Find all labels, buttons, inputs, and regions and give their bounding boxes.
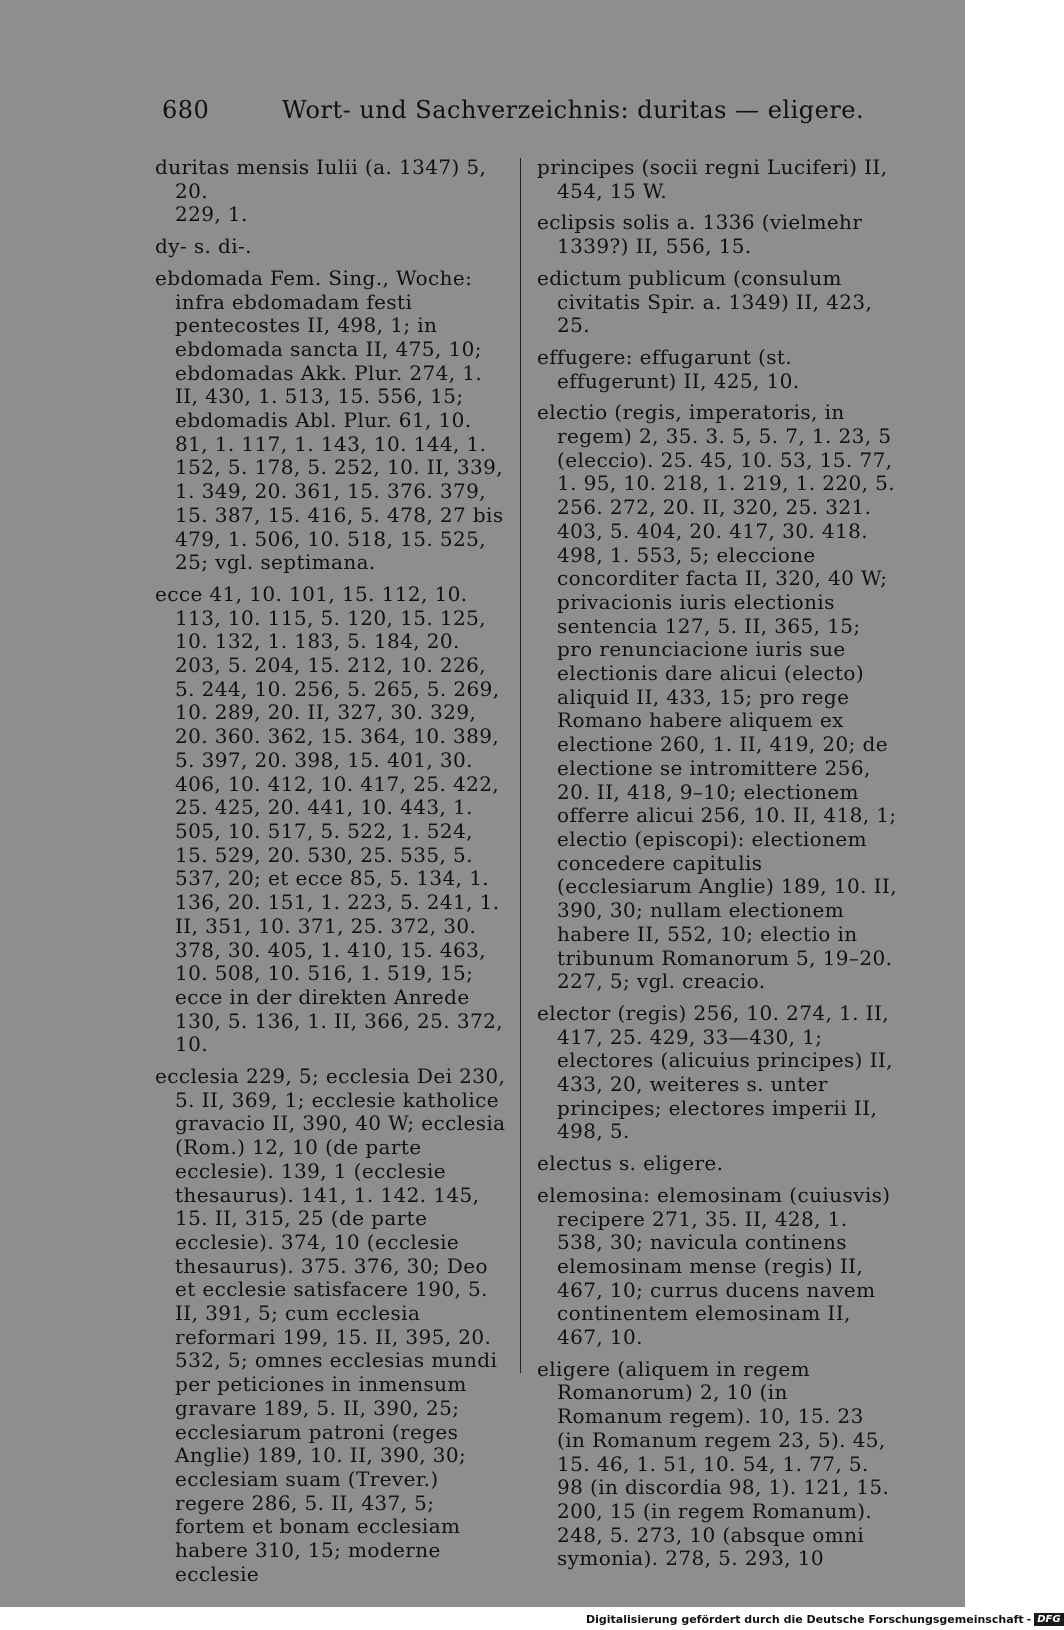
digitization-footer: Digitalisierung gefördert durch die Deutsche Forschungsgemeinschaft - DFG: [586, 1609, 998, 1629]
index-entry-electio: electio (regis, imperatoris, in regem) 2, 35. 3. 5, 5. 7, 1. 23, 5 (eleccio). 25. 45, 10. 53, 15. 77, 1. 95, 10. 218, 1. 219, 1. 220, 5. 256. 272, 20. II, 320, 25. 321. 403, 5. 404, 20. 417, 30. 418. 498, 1. 553, 5; eleccione concorditer facta II, 320, 40 W; privacionis iuris electionis sentencia 127, 5. II, 365, 15; pro renunciacione iuris sue electionis dare alicui (electo) aliquid II, 433, 15; pro rege Romano habere aliquem ex electione 260, 1. II, 419, 20; de electione se intromittere 256, 20. II, 418, 9–10; electionem offerre alicui 256, 10. II, 418, 1; electio (episcopi): electionem concedere capitulis (ecclesiarum Anglie) 189, 10. II, 390, 30; nullam electionem habere II, 552, 10; electio in tribunum Romanorum 5, 19–20. 227, 5; vgl. creacio.: [537, 400, 897, 994]
index-entry-ecclesia: ecclesia 229, 5; ecclesia Dei 230, 5. II, 369, 1; ecclesie katholice gravacio II, 390, 40 W; ecclesia (Rom.) 12, 10 (de parte ecclesie). 139, 1 (ecclesie thesaurus). 141, 1. 142. 145, 15. II, 315, 25 (de parte ecclesie). 374, 10 (ecclesie thesaurus). 375. 376, 30; Deo et ecclesie satisfacere 190, 5. II, 391, 5; cum ecclesia reformari 199, 15. II, 395, 20. 532, 5; omnes ecclesias mundi per peticiones in inmensum gravare 189, 5. II, 390, 25; ecclesiarum patroni (reges Anglie) 189, 10. II, 390, 30; ecclesiam suam (Trever.) regere 286, 5. II, 437, 5; fortem et bonam ecclesiam habere 310, 15; moderne ecclesie: [155, 1064, 506, 1586]
index-entry-edictum: edictum publicum (consulum civitatis Spir. a. 1349) II, 423, 25.: [537, 265, 873, 338]
index-entry-eligere: eligere (aliquem in regem Romanorum) 2, 10 (in Romanum regem). 10, 15. 23 (in Romanum regem 23, 5). 45, 15. 46, 1. 51, 10. 54, 1. 77, 5. 98 (in discordia 98, 1). 121, 15. 200, 15 (in regem Romanum). 248, 5. 273, 10 (absque omni symonia). 278, 5. 293, 10: [537, 1356, 890, 1571]
page-number: 680: [162, 96, 210, 124]
index-entry-effugere: effugere: effugarunt (st. effugerunt) II, 425, 10.: [537, 344, 800, 393]
index-entry-dy: dy- s. di-.: [155, 234, 252, 259]
index-entry-elector: elector (regis) 256, 10. 274, 1. II, 417, 25. 429, 33—430, 1; electores (alicuius principes) II, 433, 20, weiteres s. unter principes; electores imperii II, 498, 5.: [537, 1000, 893, 1144]
index-entry-ecce: ecce 41, 10. 101, 15. 112, 10. 113, 10. 115, 5. 120, 15. 125, 10. 132, 1. 183, 5. 184, 20. 203, 5. 204, 15. 212, 10. 226, 5. 244, 10. 256, 5. 265, 5. 269, 10. 289, 20. II, 327, 30. 329, 20. 360. 362, 15. 364, 10. 389, 5. 397, 20. 398, 15. 401, 30. 406, 10. 412, 10. 417, 25. 422, 25. 425, 20. 441, 10. 443, 1. 505, 10. 517, 5. 522, 1. 524, 15. 529, 20. 530, 25. 535, 5. 537, 20; et ecce 85, 5. 134, 1. 136, 20. 151, 1. 223, 5. 241, 1. II, 351, 10. 371, 25. 372, 30. 378, 30. 405, 1. 410, 15. 463, 10. 508, 10. 516, 1. 519, 15; ecce in der direkten Anrede 130, 5. 136, 1. II, 366, 25. 372, 10.: [155, 581, 503, 1057]
index-entry-eclipsis: eclipsis solis a. 1336 (vielmehr 1339?) II, 556, 15.: [537, 210, 863, 259]
index-entry-ebdomada: ebdomada Fem. Sing., Woche: infra ebdomadam festi pentecostes II, 498, 1; in ebdomada sancta II, 475, 10; ebdomadas Akk. Plur. 274, 1. II, 430, 1. 513, 15. 556, 15; ebdomadis Abl. Plur. 61, 10. 81, 1. 117, 1. 143, 10. 144, 1. 152, 5. 178, 5. 252, 10. II, 339, 1. 349, 20. 361, 15. 376. 379, 15. 387, 15. 416, 5. 478, 27 bis 479, 1. 506, 10. 518, 15. 525, 25; vgl. septimana.: [155, 265, 504, 575]
index-entry-duritas: duritas mensis Iulii (a. 1347) 5, 20. 229, 1.: [155, 155, 487, 227]
index-column-right: [537, 156, 897, 1579]
index-column-left: [155, 156, 507, 1594]
dfg-logo: DFG: [1034, 1613, 1063, 1626]
index-entry-elemosina: elemosina: elemosinam (cuiusvis) recipere 271, 35. II, 428, 1. 538, 30; navicula continens elemosinam mense (regis) II, 467, 10; currus ducens navem continentem elemosinam II, 467, 10.: [537, 1182, 891, 1350]
column-divider: [520, 158, 521, 1373]
page-header: [162, 96, 922, 124]
page-title: Wort- und Sachverzeichnis: duritas — eligere.: [282, 96, 865, 124]
index-entry-electus: electus s. eligere.: [537, 1151, 724, 1176]
funding-note: Digitalisierung gefördert durch die Deutsche Forschungsgemeinschaft: [586, 1612, 1024, 1626]
index-entry-principes-continued: principes (socii regni Luciferi) II, 454, 15 W.: [537, 155, 888, 203]
